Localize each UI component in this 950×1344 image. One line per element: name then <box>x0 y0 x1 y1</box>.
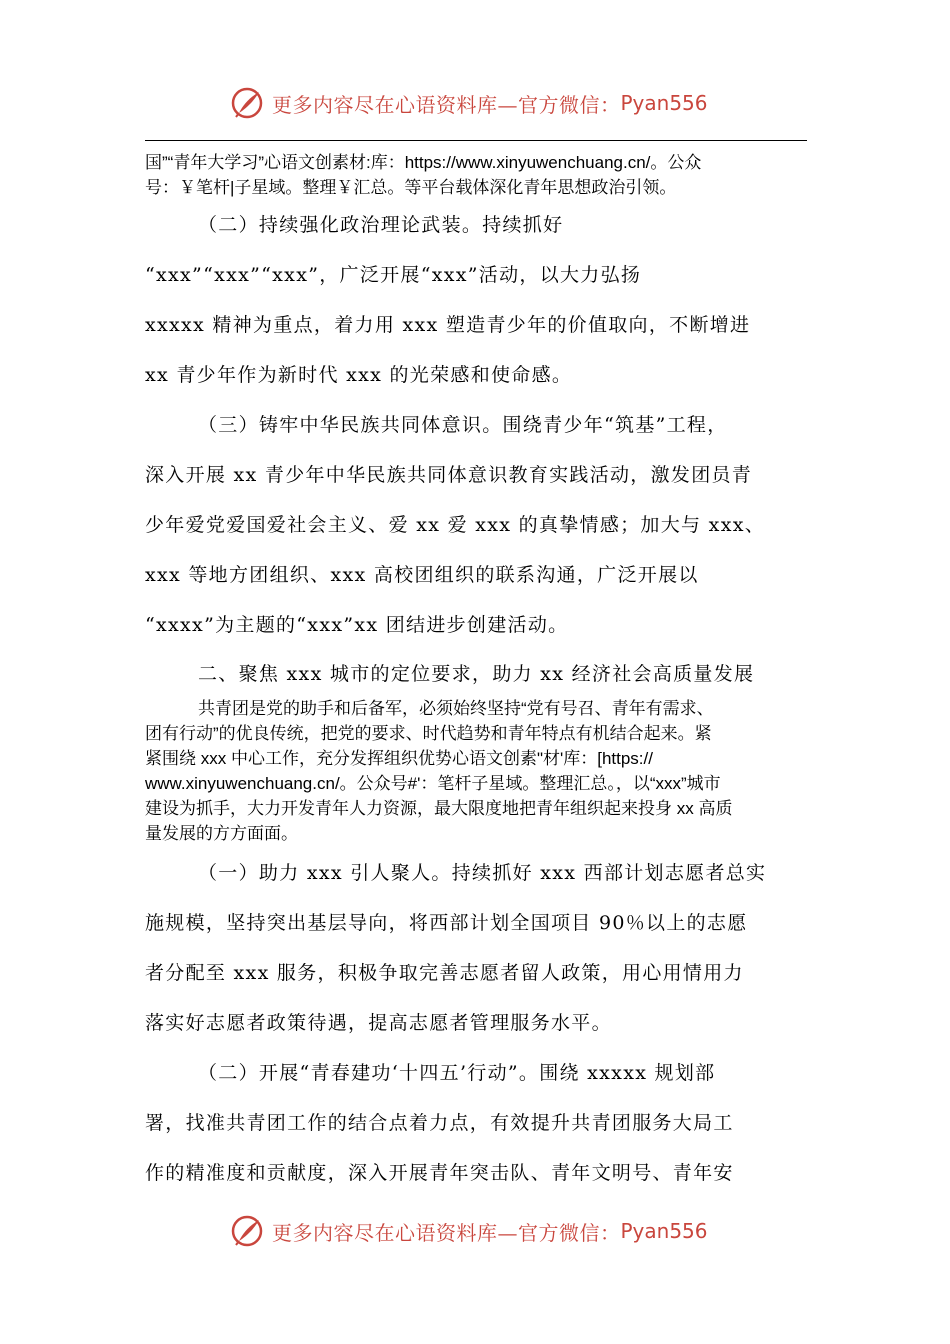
body-line: 者分配至 xxx 服务，积极争取完善志愿者留人政策，用心用情用力 <box>145 962 744 984</box>
body-line: 施规模，坚持突出基层导向，将西部计划全国项目 90％以上的志愿 <box>145 912 748 934</box>
body-line: 作的精准度和贡献度，深入开展青年突击队、青年文明号、青年安 <box>145 1162 734 1184</box>
body-line: 深入开展 xx 青少年中华民族共同体意识教育实践活动，激发团员青 <box>145 464 753 486</box>
section-heading: 二、聚焦 xxx 城市的定位要求，助力 xx 经济社会高质量发展 <box>198 663 755 685</box>
body-line: 共青团是党的助手和后备军，必须始终坚持“党有号召、青年有需求、 <box>198 699 714 718</box>
body-line: （二）开展“青春建功‘十四五’行动”。围绕 xxxxx 规划部 <box>198 1062 716 1084</box>
body-line: （三）铸牢中华民族共同体意识。围绕青少年“筑基”工程， <box>198 414 728 436</box>
quill-pen-logo-icon <box>230 86 264 120</box>
body-line: 紧围绕 xxx 中心工作，充分发挥组织优势心语文创素"材'库：[https:// <box>145 749 653 768</box>
banner-wechat-handle: Pyan556 <box>620 91 708 115</box>
body-line: xx 青少年作为新时代 xxx 的光荣感和使命感。 <box>145 364 573 386</box>
quill-pen-logo-icon <box>230 1214 264 1248</box>
body-line: xxx 等地方团组织、xxx 高校团组织的联系沟通，广泛开展以 <box>145 564 699 586</box>
header-divider <box>145 140 807 141</box>
body-line: 落实好志愿者政策待遇，提高志愿者管理服务水平。 <box>145 1012 612 1034</box>
body-line: 团有行动”的优良传统，把党的要求、时代趋势和青年特点有机结合起来。紧 <box>145 724 712 743</box>
body-line: 号：￥笔杆|子星域。整理￥汇总。等平台载体深化青年思想政治引领。 <box>145 178 677 197</box>
header-banner <box>0 82 950 122</box>
body-line: xxxxx 精神为重点，着力用 xxx 塑造青少年的价值取向，不断增进 <box>145 314 751 336</box>
body-line: 署，找准共青团工作的结合点着力点，有效提升共青团服务大局工 <box>145 1112 734 1134</box>
body-line: “xxxx”为主题的“xxx”xx 团结进步创建活动。 <box>145 614 569 636</box>
body-line: “xxx”“xxx”“xxx”，广泛开展“xxx”活动，以大力弘扬 <box>145 264 642 286</box>
body-line: 少年爱党爱国爱社会主义、爱 xx 爱 xxx 的真挚情感；加大与 xxx、 <box>145 514 766 536</box>
footer-banner <box>0 1210 950 1250</box>
banner-text: 更多内容尽在心语资料库—官方微信： <box>272 92 621 117</box>
banner-text: 更多内容尽在心语资料库—官方微信： <box>272 1220 621 1245</box>
body-line: 国”“青年大学习”心语文创素材:库：https://www.xinyuwenchuang.cn/。公众 <box>145 153 702 172</box>
body-line: 建设为抓手，大力开发青年人力资源，最大限度地把青年组织起来投身 xx 高质 <box>145 799 733 818</box>
banner-wechat-handle: Pyan556 <box>620 1219 708 1243</box>
body-line: 量发展的方方面面。 <box>145 824 298 843</box>
body-line: （二）持续强化政治理论武装。持续抓好 <box>198 214 564 236</box>
body-line: www.xinyuwenchuang.cn/。公众号#'：笔杆子星域。整理汇总。，以“xxx”城市 <box>145 774 721 793</box>
body-line: （一）助力 xxx 引人聚人。持续抓好 xxx 西部计划志愿者总实 <box>198 862 767 884</box>
